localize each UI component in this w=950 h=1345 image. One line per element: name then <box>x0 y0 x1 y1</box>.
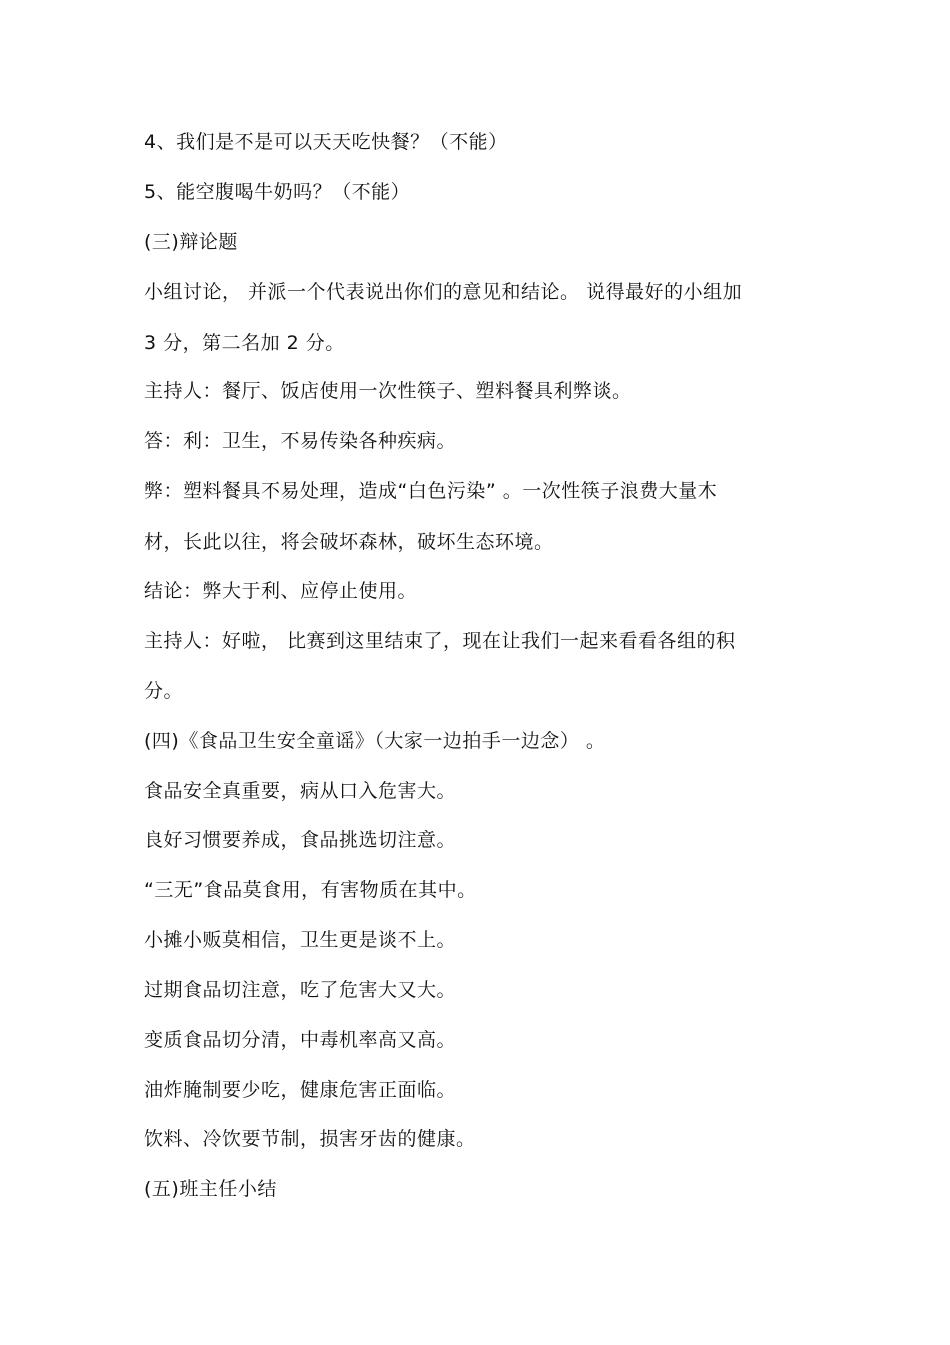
rhyme-line: 良好习惯要养成，食品挑选切注意。 <box>144 829 457 851</box>
rhyme-line: 过期食品切注意，吃了危害大又大。 <box>144 979 457 1001</box>
answer-con-continued: 材，长此以往，将会破坏森林，破坏生态环境。 <box>144 531 554 553</box>
rhyme-line: 油炸腌制要少吃，健康危害正面临。 <box>144 1079 457 1101</box>
section-heading-summary: (五)班主任小结 <box>144 1178 277 1200</box>
host-line-continued: 分。 <box>144 680 184 702</box>
paragraph-line: 小组讨论， 并派一个代表说出你们的意见和结论。 说得最好的小组加 <box>144 281 743 303</box>
section-heading-debate: (三)辩论题 <box>144 231 238 253</box>
rhyme-line: 小摊小贩莫相信，卫生更是谈不上。 <box>144 929 457 951</box>
rhyme-line: 饮料、冷饮要节制，损害牙齿的健康。 <box>144 1128 476 1150</box>
question-4: 4、我们是不是可以天天吃快餐？（不能） <box>144 131 508 153</box>
answer-con: 弊：塑料餐具不易处理，造成“白色污染” 。一次性筷子浪费大量木 <box>144 480 718 502</box>
question-5: 5、能空腹喝牛奶吗？（不能） <box>144 181 411 203</box>
rhyme-line: 变质食品切分清，中毒机率高又高。 <box>144 1029 457 1051</box>
answer-pro: 答：利：卫生，不易传染各种疾病。 <box>144 430 457 452</box>
rhyme-line: 食品安全真重要，病从口入危害大。 <box>144 780 457 802</box>
host-line: 主持人：餐厅、饭店使用一次性筷子、塑料餐具利弊谈。 <box>144 380 632 402</box>
host-line: 主持人：好啦， 比赛到这里结束了，现在让我们一起来看看各组的积 <box>144 630 736 652</box>
conclusion-line: 结论：弊大于利、应停止使用。 <box>144 580 418 602</box>
rhyme-line: “三无”食品莫食用，有害物质在其中。 <box>144 879 477 901</box>
section-heading-rhyme: (四)《食品卫生安全童谣》（大家一边拍手一边念） 。 <box>144 730 606 752</box>
paragraph-line: 3 分，第二名加 2 分。 <box>144 332 345 354</box>
